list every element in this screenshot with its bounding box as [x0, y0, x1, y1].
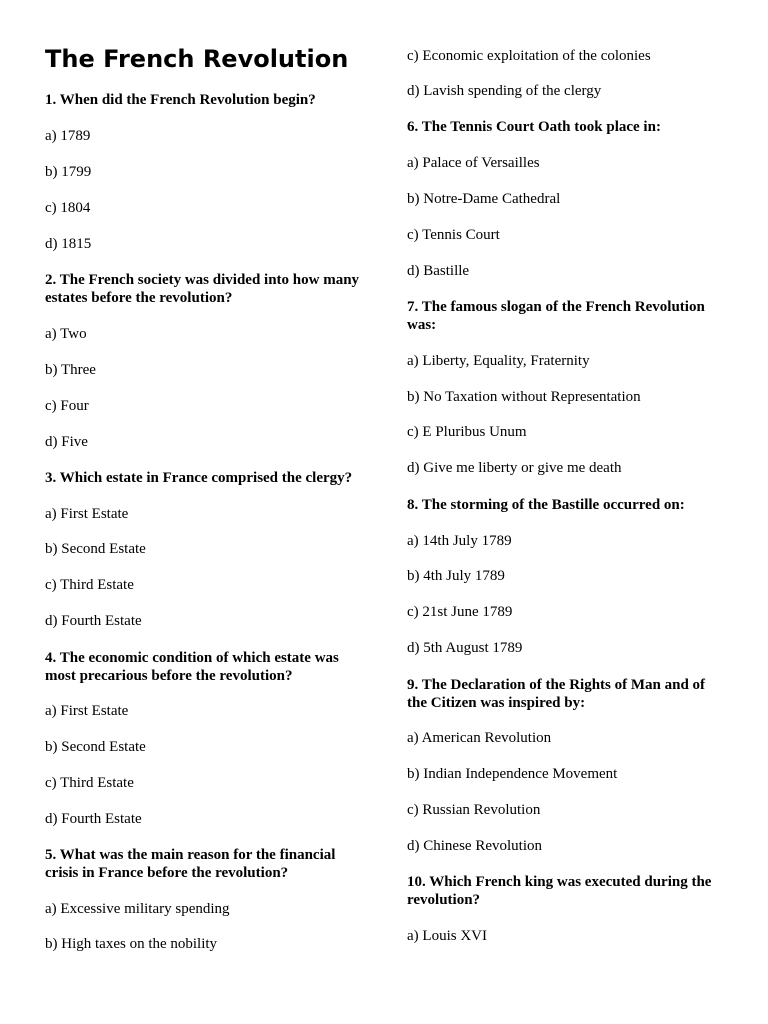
question-9: 9. The Declaration of the Rights of Man and of the Citizen was inspired by: [407, 677, 706, 711]
option-3a: a) First Estate [45, 506, 129, 522]
question-1: 1. When did the French Revolution begin? [45, 92, 316, 108]
question-5: 5. What was the main reason for the financial crisis in France before the revolution? [45, 847, 336, 881]
option-4a: a) First Estate [45, 703, 129, 719]
option-2a: a) Two [45, 326, 87, 342]
option-5b: b) High taxes on the nobility [45, 936, 218, 952]
option-8b: b) 4th July 1789 [407, 568, 505, 584]
question-8: 8. The storming of the Bastille occurred on: [407, 497, 685, 513]
option-6b: b) Notre-Dame Cathedral [407, 191, 561, 207]
option-9b: b) Indian Independence Movement [407, 766, 618, 782]
option-5c: c) Economic exploitation of the colonies [407, 48, 651, 64]
option-1d: d) 1815 [45, 236, 92, 252]
option-2c: c) Four [45, 398, 89, 414]
question-10: 10. Which French king was executed during the revolution? [407, 874, 712, 908]
option-8c: c) 21st June 1789 [407, 604, 513, 620]
option-10a: a) Louis XVI [407, 928, 487, 944]
page-title: The French Revolution [45, 45, 349, 73]
option-9d: d) Chinese Revolution [407, 838, 542, 854]
option-1c: c) 1804 [45, 200, 91, 216]
option-4d: d) Fourth Estate [45, 811, 142, 827]
option-7b: b) No Taxation without Representation [407, 389, 641, 405]
option-4b: b) Second Estate [45, 739, 146, 755]
option-3d: d) Fourth Estate [45, 613, 142, 629]
option-9a: a) American Revolution [407, 730, 552, 746]
option-6c: c) Tennis Court [407, 227, 500, 243]
question-3: 3. Which estate in France comprised the clergy? [45, 470, 353, 486]
option-2d: d) Five [45, 434, 88, 450]
option-8a: a) 14th July 1789 [407, 533, 512, 549]
option-6a: a) Palace of Versailles [407, 155, 540, 171]
question-4: 4. The economic condition of which estate was most precarious before the revolution? [45, 650, 339, 684]
option-8d: d) 5th August 1789 [407, 640, 523, 656]
option-9c: c) Russian Revolution [407, 802, 541, 818]
option-3c: c) Third Estate [45, 577, 134, 593]
option-3b: b) Second Estate [45, 541, 146, 557]
question-7: 7. The famous slogan of the French Revolution was: [407, 299, 705, 333]
option-1a: a) 1789 [45, 128, 91, 144]
option-2b: b) Three [45, 362, 96, 378]
option-7c: c) E Pluribus Unum [407, 424, 527, 440]
option-4c: c) Third Estate [45, 775, 134, 791]
option-7d: d) Give me liberty or give me death [407, 460, 622, 476]
question-2: 2. The French society was divided into how many estates before the revolution? [45, 272, 360, 306]
option-7a: a) Liberty, Equality, Fraternity [407, 353, 590, 369]
option-1b: b) 1799 [45, 164, 92, 180]
option-5a: a) Excessive military spending [45, 901, 230, 917]
option-6d: d) Bastille [407, 263, 470, 279]
question-6: 6. The Tennis Court Oath took place in: [407, 119, 661, 135]
option-5d: d) Lavish spending of the clergy [407, 83, 602, 99]
